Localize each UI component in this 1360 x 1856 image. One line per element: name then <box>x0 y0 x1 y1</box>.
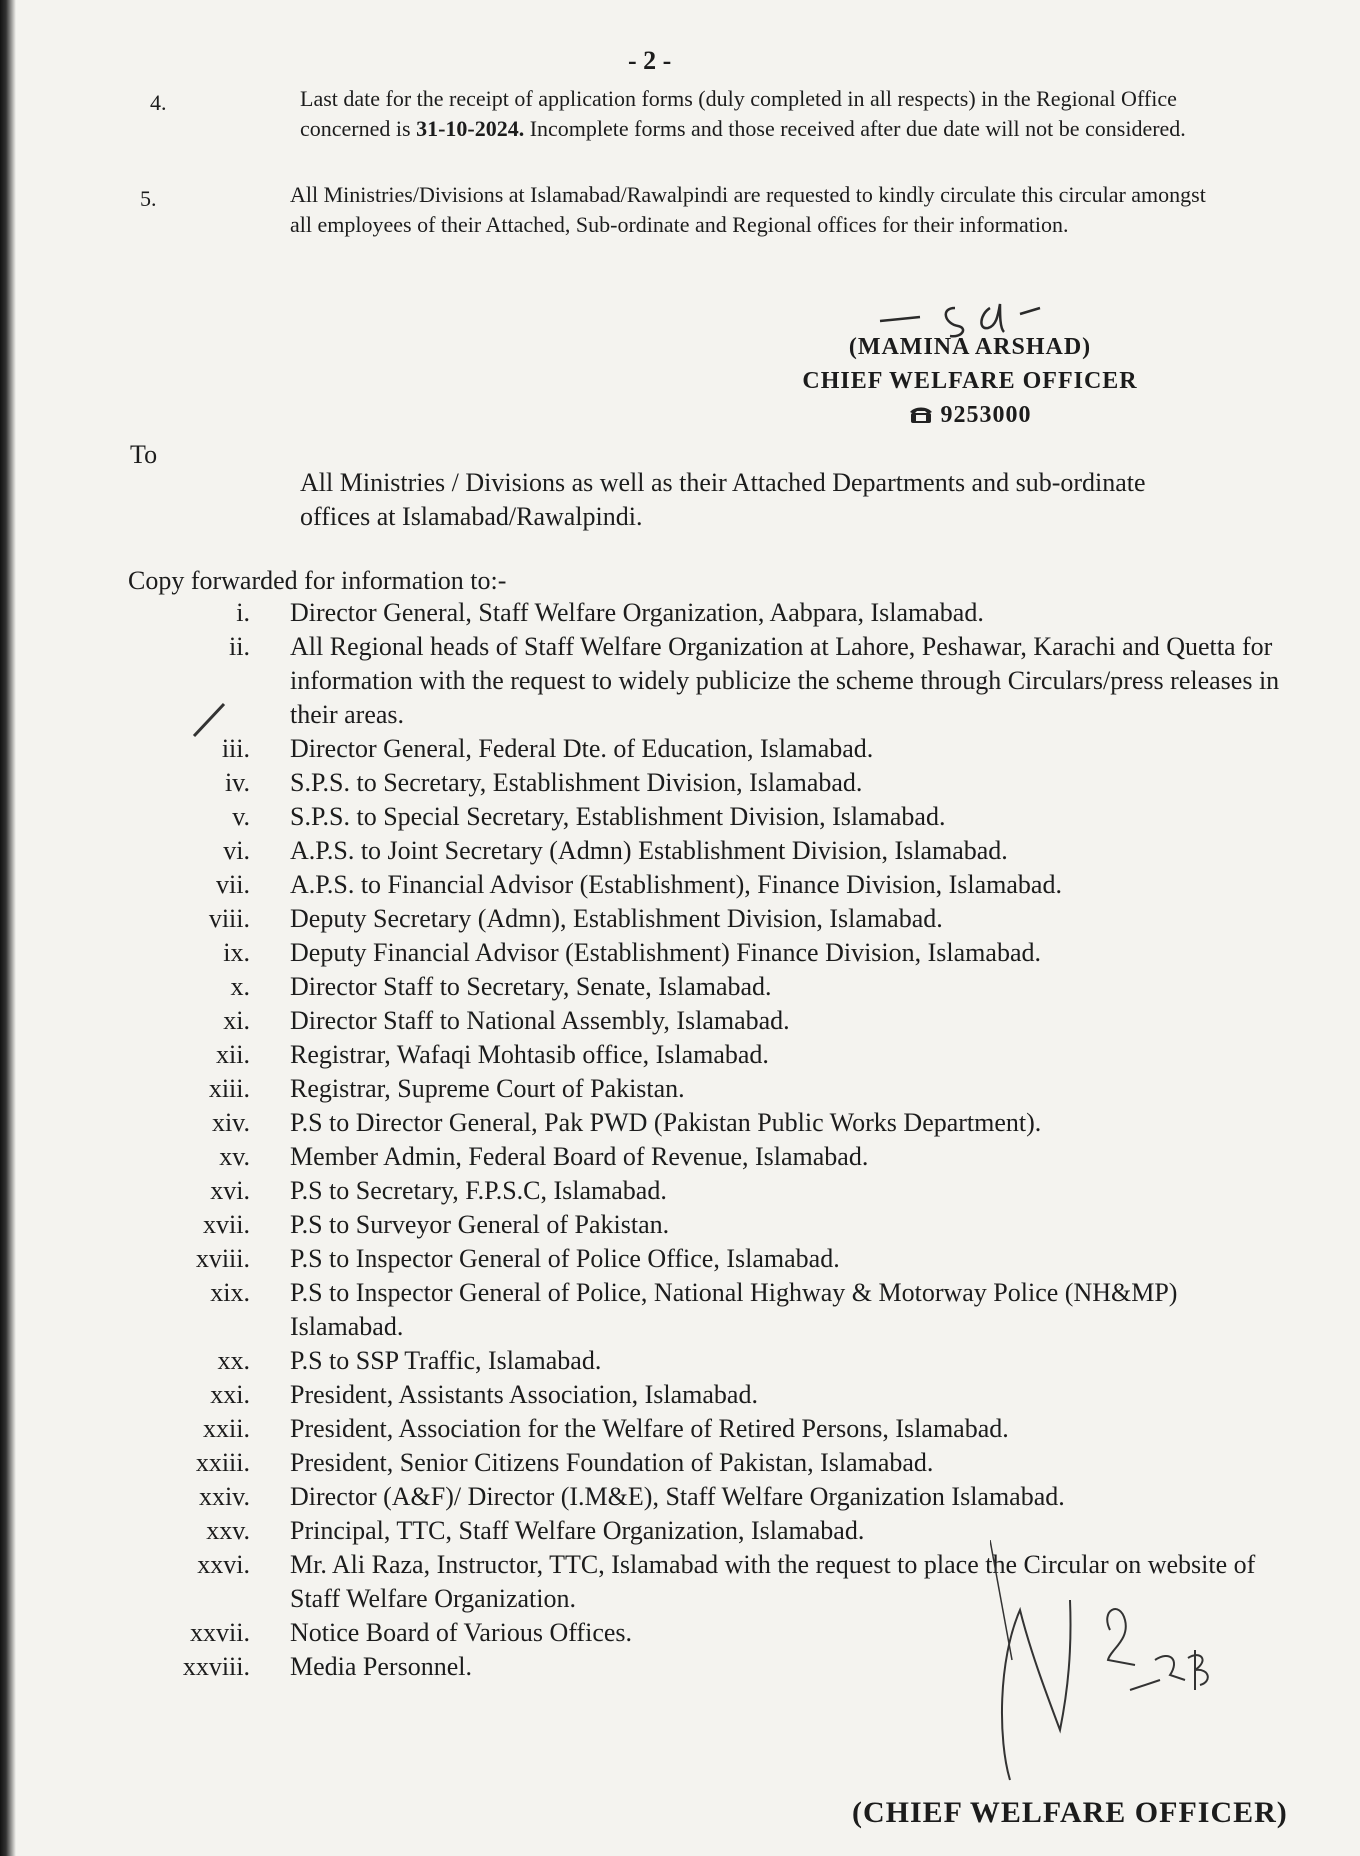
list-item <box>120 902 1280 936</box>
list-item <box>120 1276 1280 1344</box>
list-item-text: Deputy Financial Advisor (Establishment) Finance Division, Islamabad. <box>290 938 1041 967</box>
page-number: - 2 - <box>628 46 672 75</box>
list-item <box>120 1208 1280 1242</box>
list-item <box>120 1174 1280 1208</box>
list-item-text: President, Association for the Welfare of Retired Persons, Islamabad. <box>290 1414 1009 1443</box>
list-item <box>120 834 1280 868</box>
to-label: To <box>130 440 158 469</box>
list-item-number: v. <box>232 802 250 831</box>
list-item-text: Notice Board of Various Offices. <box>290 1618 633 1647</box>
list-item-number: xxvi. <box>197 1550 250 1579</box>
list-item-number: xiii. <box>208 1074 250 1103</box>
list-item-number: i. <box>236 598 250 627</box>
paragraph-4-text-before: Last date for the receipt of application forms (duly completed in all respects) in the Regional Office concerned is <box>300 86 1177 141</box>
list-item-number: xxii. <box>203 1414 250 1443</box>
list-item <box>120 1242 1280 1276</box>
list-item-number: xxiv. <box>198 1482 250 1511</box>
list-item-text: Deputy Secretary (Admn), Establishment Division, Islamabad. <box>290 904 943 933</box>
list-item-number: xvii. <box>203 1210 250 1239</box>
list-item-number: xv. <box>219 1142 250 1171</box>
list-item <box>120 732 1280 766</box>
paragraph-5 <box>140 180 1206 240</box>
list-item-text: Mr. Ali Raza, Instructor, TTC, Islamabad with the request to place the Circular on website of Staff Welfare Organization. <box>290 1550 1256 1613</box>
list-item-number: iii. <box>221 734 250 763</box>
paragraph-4 <box>150 84 1196 144</box>
list-item-text: Member Admin, Federal Board of Revenue, Islamabad. <box>290 1142 869 1171</box>
paragraph-4-number: 4. <box>150 90 167 115</box>
list-item-number: xxi. <box>210 1380 250 1409</box>
phone-number: 9253000 <box>940 402 1032 428</box>
list-item-text: Registrar, Wafaqi Mohtasib office, Islamabad. <box>290 1040 769 1069</box>
paragraph-5-text: All Ministries/Divisions at Islamabad/Rawalpindi are requested to kindly circulate this circular amongst all employees of their Attached, Sub-ordinate and Regional offices for their information. <box>290 182 1206 237</box>
list-item-text: Media Personnel. <box>290 1652 472 1681</box>
list-item-number: xxvii. <box>190 1618 250 1647</box>
list-item-number: viii. <box>208 904 250 933</box>
list-item <box>120 1038 1280 1072</box>
paragraph-5-number: 5. <box>140 186 157 211</box>
list-item-text: Director Staff to National Assembly, Islamabad. <box>290 1006 790 1035</box>
signatory-name: (MAMINA ARSHAD) <box>848 334 1092 360</box>
paragraph-4-text-after: Incomplete forms and those received after due date will not be considered. <box>524 116 1186 141</box>
list-item-number: xi. <box>223 1006 250 1035</box>
handwritten-initials <box>990 1540 1220 1790</box>
copy-forwarded-label: Copy forwarded for information to:- <box>128 566 507 595</box>
list-item-number: xxiii. <box>195 1448 250 1477</box>
footer-signature-designation: (CHIEF WELFARE OFFICER) <box>852 1796 1288 1829</box>
list-item-text: S.P.S. to Special Secretary, Establishment Division, Islamabad. <box>290 802 946 831</box>
list-item-text: P.S to Surveyor General of Pakistan. <box>290 1210 670 1239</box>
list-item-text: Director (A&F)/ Director (I.M&E), Staff Welfare Organization Islamabad. <box>290 1482 1065 1511</box>
list-item <box>120 1412 1280 1446</box>
list-item-number: xxviii. <box>182 1652 250 1681</box>
signature-block <box>770 330 1170 434</box>
list-item-text: A.P.S. to Joint Secretary (Admn) Establishment Division, Islamabad. <box>290 836 1008 865</box>
list-item-text: S.P.S. to Secretary, Establishment Division, Islamabad. <box>290 768 863 797</box>
scan-edge <box>0 0 16 1856</box>
list-item <box>120 1106 1280 1140</box>
list-item-text: P.S to Director General, Pak PWD (Pakistan Public Works Department). <box>290 1108 1042 1137</box>
list-item-text: Director General, Staff Welfare Organization, Aabpara, Islamabad. <box>290 598 984 627</box>
list-item <box>120 1140 1280 1174</box>
signatory-phone <box>909 398 1032 432</box>
paragraph-4-text <box>150 84 1196 144</box>
list-item-text: Director Staff to Secretary, Senate, Islamabad. <box>290 972 772 1001</box>
list-item-number: xvi. <box>210 1176 250 1205</box>
list-item-text: Registrar, Supreme Court of Pakistan. <box>290 1074 685 1103</box>
list-item <box>120 596 1280 630</box>
list-item <box>120 868 1280 902</box>
list-item-text: A.P.S. to Financial Advisor (Establishment), Finance Division, Islamabad. <box>290 870 1062 899</box>
list-item <box>120 1480 1280 1514</box>
list-item-number: xx. <box>217 1346 250 1375</box>
list-item-text: President, Senior Citizens Foundation of Pakistan, Islamabad. <box>290 1448 934 1477</box>
list-item-text: P.S to Inspector General of Police Office, Islamabad. <box>290 1244 840 1273</box>
list-item <box>120 800 1280 834</box>
list-item <box>120 630 1280 732</box>
deadline-date: 31-10-2024. <box>416 116 525 141</box>
list-item <box>120 1344 1280 1378</box>
copy-forwarded-list <box>120 596 1280 1684</box>
list-item-number: vi. <box>223 836 250 865</box>
addressee-text: All Ministries / Divisions as well as their Attached Departments and sub-ordinate offices at Islamabad/Rawalpindi. <box>300 468 1146 531</box>
list-item-number: xii. <box>216 1040 250 1069</box>
list-item <box>120 1072 1280 1106</box>
list-item-text: P.S to Inspector General of Police, National Highway & Motorway Police (NH&MP) Islamabad. <box>290 1278 1178 1341</box>
list-item <box>120 1378 1280 1412</box>
list-item-number: ix. <box>223 938 250 967</box>
list-item-number: vii. <box>216 870 250 899</box>
list-item <box>120 766 1280 800</box>
list-item-text: Director General, Federal Dte. of Education, Islamabad. <box>290 734 874 763</box>
list-item <box>120 1446 1280 1480</box>
list-item-number: x. <box>230 972 250 1001</box>
signatory-designation: CHIEF WELFARE OFFICER <box>802 368 1138 394</box>
list-item-text: All Regional heads of Staff Welfare Organization at Lahore, Peshawar, Karachi and Quetta for information with the request to widely publicize the scheme through Circulars/press releases in their areas. <box>290 632 1280 729</box>
list-item-number: xviii. <box>195 1244 250 1273</box>
list-item-number: xxv. <box>206 1516 250 1545</box>
list-item-number: ii. <box>229 632 250 661</box>
list-item-text: President, Assistants Association, Islamabad. <box>290 1380 758 1409</box>
list-item <box>120 936 1280 970</box>
list-item-number: xix. <box>210 1278 250 1307</box>
list-item-number: xiv. <box>211 1108 250 1137</box>
telephone-icon <box>909 406 933 424</box>
list-item-text: Principal, TTC, Staff Welfare Organization, Islamabad. <box>290 1516 865 1545</box>
list-item-text: P.S to SSP Traffic, Islamabad. <box>290 1346 602 1375</box>
list-item-text: P.S to Secretary, F.P.S.C, Islamabad. <box>290 1176 667 1205</box>
list-item-number: iv. <box>224 768 250 797</box>
list-item <box>120 1004 1280 1038</box>
list-item <box>120 970 1280 1004</box>
